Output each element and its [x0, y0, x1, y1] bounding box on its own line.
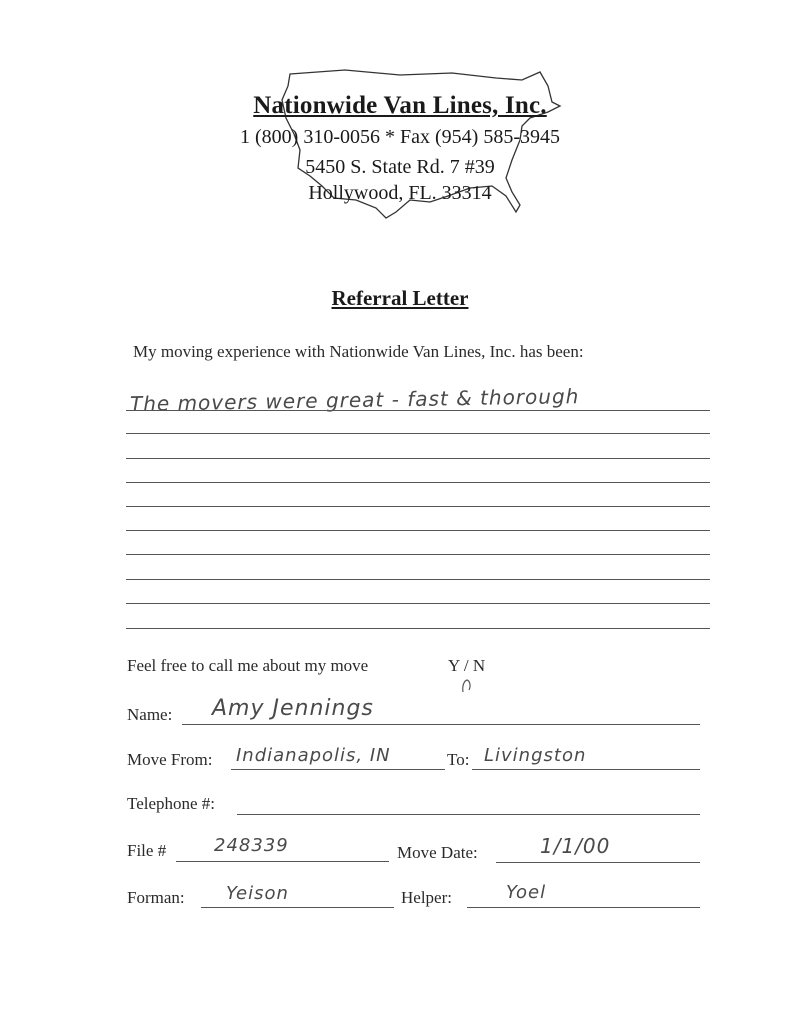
ruled-line	[126, 506, 710, 507]
ruled-line	[126, 603, 710, 604]
contact-choice[interactable]: Y / N	[448, 656, 486, 675]
move-to-line	[472, 769, 700, 770]
helper-label: Helper:	[401, 888, 452, 907]
contact-prompt: Feel free to call me about my move	[127, 656, 369, 675]
phone-fax: 1 (800) 310-0056 * Fax (954) 585-3945	[240, 126, 560, 148]
ruled-line	[126, 579, 710, 580]
name-label: Name:	[127, 705, 173, 724]
move-from-value[interactable]: Indianapolis, IN	[236, 745, 391, 766]
helper-line	[467, 907, 700, 908]
telephone-line	[237, 814, 700, 815]
ruled-line	[126, 530, 710, 531]
file-label: File #	[127, 841, 167, 860]
company-name: Nationwide Van Lines, Inc.	[253, 92, 547, 119]
ruled-line	[126, 410, 710, 411]
experience-prompt: My moving experience with Nationwide Van Lines, Inc. has been:	[133, 342, 584, 361]
choice-mark-icon	[460, 678, 474, 694]
name-line	[182, 724, 700, 725]
address-line-1: 5450 S. State Rd. 7 #39	[305, 156, 495, 178]
address-line-2: Hollywood, FL. 33314	[308, 182, 492, 204]
name-value[interactable]: Amy Jennings	[212, 696, 374, 721]
file-line	[176, 861, 389, 862]
move-date-label: Move Date:	[397, 843, 478, 862]
ruled-line	[126, 433, 710, 434]
move-date-value[interactable]: 1/1/00	[540, 834, 611, 858]
move-to-value[interactable]: Livingston	[484, 745, 587, 766]
move-date-line	[496, 862, 700, 863]
forman-value[interactable]: Yeison	[226, 883, 289, 904]
forman-line	[201, 907, 394, 908]
forman-label: Forman:	[127, 888, 185, 907]
file-value[interactable]: 248339	[214, 835, 289, 856]
ruled-line	[126, 628, 710, 629]
move-from-line	[231, 769, 445, 770]
document-title: Referral Letter	[331, 286, 469, 310]
ruled-line	[126, 482, 710, 483]
helper-value[interactable]: Yoel	[506, 882, 547, 903]
experience-response: The movers were great - fast & thorough	[129, 384, 580, 416]
move-to-label: To:	[447, 750, 470, 769]
move-from-label: Move From:	[127, 750, 213, 769]
ruled-line	[126, 458, 710, 459]
telephone-label: Telephone #:	[127, 794, 216, 813]
ruled-line	[126, 554, 710, 555]
